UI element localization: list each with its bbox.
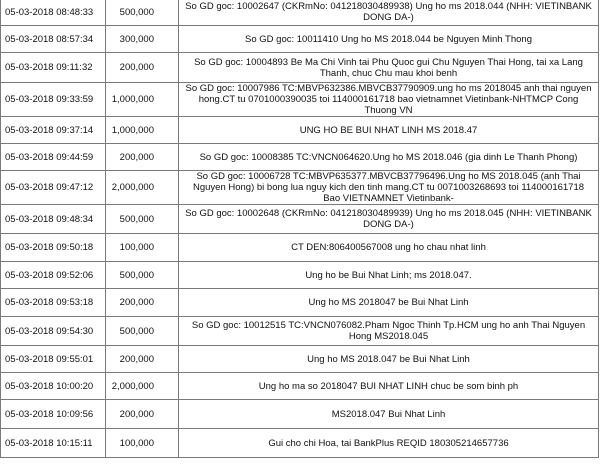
date-cell: 05-03-2018 08:48:33 (1, 0, 106, 26)
table-row[interactable] (1, 289, 599, 317)
table-row[interactable] (1, 117, 599, 144)
amount-cell: 500,000 (106, 262, 179, 289)
date-cell: 05-03-2018 09:53:18 (1, 289, 106, 317)
description-cell: Ung ho MS 2018047 be Bui Nhat Linh (179, 289, 599, 317)
date-cell: 05-03-2018 09:55:01 (1, 346, 106, 373)
table-row[interactable] (1, 171, 599, 205)
transaction-table-body (1, 0, 599, 458)
amount-cell: 200,000 (106, 53, 179, 83)
date-cell: 05-03-2018 09:50:18 (1, 234, 106, 262)
amount-cell: 200,000 (106, 346, 179, 373)
table-row[interactable] (1, 317, 599, 346)
date-cell: 05-03-2018 09:47:12 (1, 171, 106, 205)
description-cell: Gui cho chi Hoa, tai BankPlus REQID 180305214657736 (179, 429, 599, 458)
amount-cell: 100,000 (106, 429, 179, 458)
table-row[interactable] (1, 262, 599, 289)
description-cell: Ung ho MS 2018.047 be Bui Nhat Linh (179, 346, 599, 373)
amount-cell: 500,000 (106, 317, 179, 346)
table-row[interactable] (1, 0, 599, 26)
amount-cell: 200,000 (106, 289, 179, 317)
description-cell: So GD goc: 10002647 (CKRmNo: 041218030489938) Ung ho ms 2018.044 (NHH: VIETINBANK DONG DA-) (179, 0, 599, 26)
table-row[interactable] (1, 234, 599, 262)
date-cell: 05-03-2018 09:11:32 (1, 53, 106, 83)
table-row[interactable] (1, 346, 599, 373)
amount-cell: 2,000,000 (106, 373, 179, 400)
date-cell: 05-03-2018 10:15:11 (1, 429, 106, 458)
table-row[interactable] (1, 373, 599, 400)
date-cell: 05-03-2018 09:54:30 (1, 317, 106, 346)
date-cell: 05-03-2018 09:52:06 (1, 262, 106, 289)
table-row[interactable] (1, 26, 599, 53)
amount-cell: 2,000,000 (106, 171, 179, 205)
amount-cell: 300,000 (106, 26, 179, 53)
description-cell: CT DEN:806400567008 ung ho chau nhat linh (179, 234, 599, 262)
description-cell: UNG HO BE BUI NHAT LINH MS 2018.47 (179, 117, 599, 144)
date-cell: 05-03-2018 10:09:56 (1, 400, 106, 429)
date-cell: 05-03-2018 09:33:59 (1, 83, 106, 117)
description-cell: So GD goc: 10012515 TC:VNCN076082.Pham Ngoc Thinh Tp.HCM ung ho anh Thai Nguyen Hong MS2018.045 (179, 317, 599, 346)
date-cell: 05-03-2018 09:48:34 (1, 205, 106, 234)
description-cell: So GD goc: 10008385 TC:VNCN064620.Ung ho MS 2018.046 (gia dinh Le Thanh Phong) (179, 144, 599, 171)
date-cell: 05-03-2018 08:57:34 (1, 26, 106, 53)
date-cell: 05-03-2018 09:37:14 (1, 117, 106, 144)
description-cell: MS2018.047 Bui Nhat Linh (179, 400, 599, 429)
amount-cell: 100,000 (106, 234, 179, 262)
description-cell: So GD goc: 10002648 (CKRmNo: 041218030489939) Ung ho ms 2018.045 (NHH: VIETINBANK DONG DA-) (179, 205, 599, 234)
description-cell: Ung ho ma so 2018047 BUI NHAT LINH chuc be som binh ph (179, 373, 599, 400)
amount-cell: 200,000 (106, 400, 179, 429)
amount-cell: 200,000 (106, 144, 179, 171)
description-cell: So GD goc: 10007986 TC:MBVP632386.MBVCB37790909.ung ho ms 2018045 anh thai nguyen hong.CT tu 0701000390035 toi 114000161718 bao vietnamnet Vietinbank-NHTMCP Cong Thuong VN (179, 83, 599, 117)
table-row[interactable] (1, 400, 599, 429)
description-cell: So GD goc: 10004893 Be Ma Chi Vinh tai Phu Quoc gui Chu Nguyen Thai Hong, tai xa Lang Thanh, chuc Chu mau khoi benh (179, 53, 599, 83)
table-row[interactable] (1, 144, 599, 171)
table-row[interactable] (1, 83, 599, 117)
table-row[interactable] (1, 205, 599, 234)
date-cell: 05-03-2018 10:00:20 (1, 373, 106, 400)
table-row[interactable] (1, 429, 599, 458)
amount-cell: 500,000 (106, 0, 179, 26)
table-row[interactable] (1, 53, 599, 83)
amount-cell: 1,000,000 (106, 117, 179, 144)
date-cell: 05-03-2018 09:44:59 (1, 144, 106, 171)
description-cell: So GD goc: 10006728 TC:MBVP635377.MBVCB37796496.Ung ho MS 2018.045 (anh Thai Nguyen Hong) bi bong lua nguy kich den tinh mang.CT tu 0071003268693 toi 114000161718 Bao VIETNAMNET Vietinbank- (179, 171, 599, 205)
description-cell: So GD goc: 10011410 Ung ho MS 2018.044 be Nguyen Minh Thong (179, 26, 599, 53)
amount-cell: 500,000 (106, 205, 179, 234)
amount-cell: 1,000,000 (106, 83, 179, 117)
description-cell: Ung ho be Bui Nhat Linh; ms 2018.047. (179, 262, 599, 289)
